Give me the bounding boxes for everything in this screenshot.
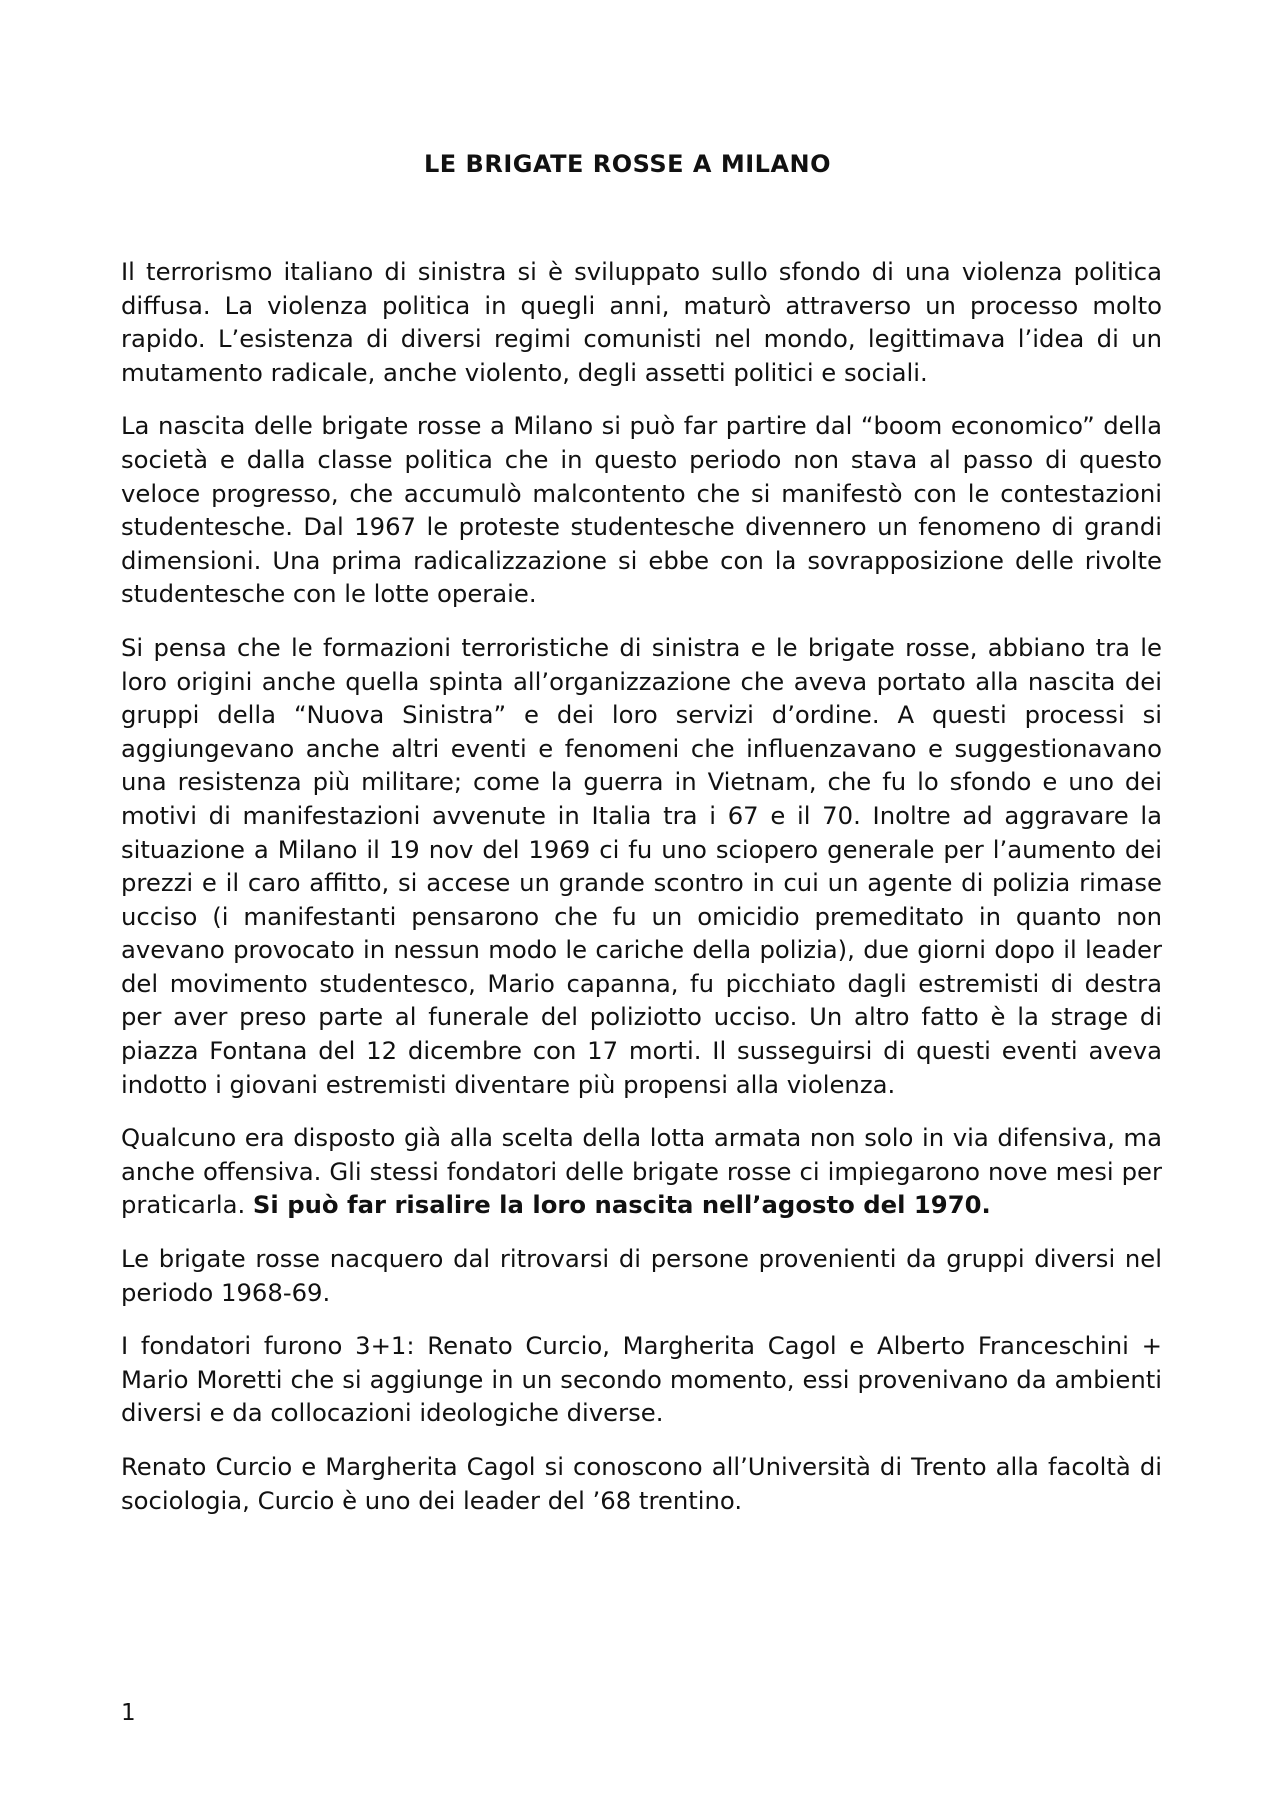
- paragraph-6: [121, 1329, 1162, 1430]
- paragraph-7: [121, 1450, 1162, 1517]
- paragraph-text: Il terrorismo italiano di sinistra si è sviluppato sullo sfondo di una violenza politica diffusa. La violenza politica in quegli anni, maturò attraverso un processo molto rapido. L’esistenza di diversi regimi comunisti nel mondo, legittimava l’idea di un mutamento radicale, anche violento, degli assetti politici e sociali.: [121, 257, 1162, 387]
- paragraph-text: Le brigate rosse nacquero dal ritrovarsi di persone provenienti da gruppi diversi nel periodo 1968-69.: [121, 1244, 1162, 1307]
- document-body: [121, 255, 1162, 1537]
- paragraph-4: [121, 1121, 1162, 1222]
- paragraph-5: [121, 1242, 1162, 1309]
- paragraph-text: I fondatori furono 3+1: Renato Curcio, Margherita Cagol e Alberto Franceschini + Mario Moretti che si aggiunge in un secondo momento, essi provenivano da ambienti diversi e da collocazioni ideologiche diverse.: [121, 1331, 1162, 1428]
- paragraph-text: La nascita delle brigate rosse a Milano si può far partire dal “boom economico” della società e dalla classe politica che in questo periodo non stava al passo di questo veloce progresso, che accumulò malcontento che si manifestò con le contestazioni studentesche. Dal 1967 le proteste studentesche divennero un fenomeno di grandi dimensioni. Una prima radicalizzazione si ebbe con la sovrapposizione delle rivolte studentesche con le lotte operaie.: [121, 411, 1162, 609]
- page-title: LE BRIGATE ROSSE A MILANO: [424, 150, 831, 178]
- paragraph-3: [121, 631, 1162, 1101]
- paragraph-1: [121, 255, 1162, 389]
- paragraph-text: Renato Curcio e Margherita Cagol si conoscono all’Università di Trento alla facoltà di sociologia, Curcio è uno dei leader del ’68 trentino.: [121, 1452, 1162, 1515]
- paragraph-text: Qualcuno era disposto già alla scelta della lotta armata non solo in via difensiva, ma anche offensiva. Gli stessi fondatori delle brigate rosse ci impiegarono nove mesi per praticarla.: [121, 1123, 1162, 1220]
- page-number: 1: [121, 1700, 136, 1726]
- paragraph-bold-text: Si può far risalire la loro nascita nell’agosto del 1970.: [252, 1190, 991, 1220]
- paragraph-2: [121, 409, 1162, 611]
- paragraph-text: Si pensa che le formazioni terroristiche di sinistra e le brigate rosse, abbiano tra le loro origini anche quella spinta all’organizzazione che aveva portato alla nascita dei gruppi della “Nuova Sinistra” e dei loro servizi d’ordine. A questi processi si aggiungevano anche altri eventi e fenomeni che influenzavano e suggestionavano una resistenza più militare; come la guerra in Vietnam, che fu lo sfondo e uno dei motivi di manifestazioni avvenute in Italia tra i 67 e il 70. Inoltre ad aggravare la situazione a Milano il 19 nov del 1969 ci fu uno sciopero generale per l’aumento dei prezzi e il caro affitto, si accese un grande scontro in cui un agente di polizia rimase ucciso (i manifestanti pensarono che fu un omicidio premeditato in quanto non avevano provocato in nessun modo le cariche della polizia), due giorni dopo il leader del movimento studentesco, Mario capanna, fu picchiato dagli estremisti di destra per aver preso parte al funerale del poliziotto ucciso. Un altro fatto è la strage di piazza Fontana del 12 dicembre con 17 morti. Il susseguirsi di questi eventi aveva indotto i giovani estremisti diventare più propensi alla violenza.: [121, 632, 1162, 1099]
